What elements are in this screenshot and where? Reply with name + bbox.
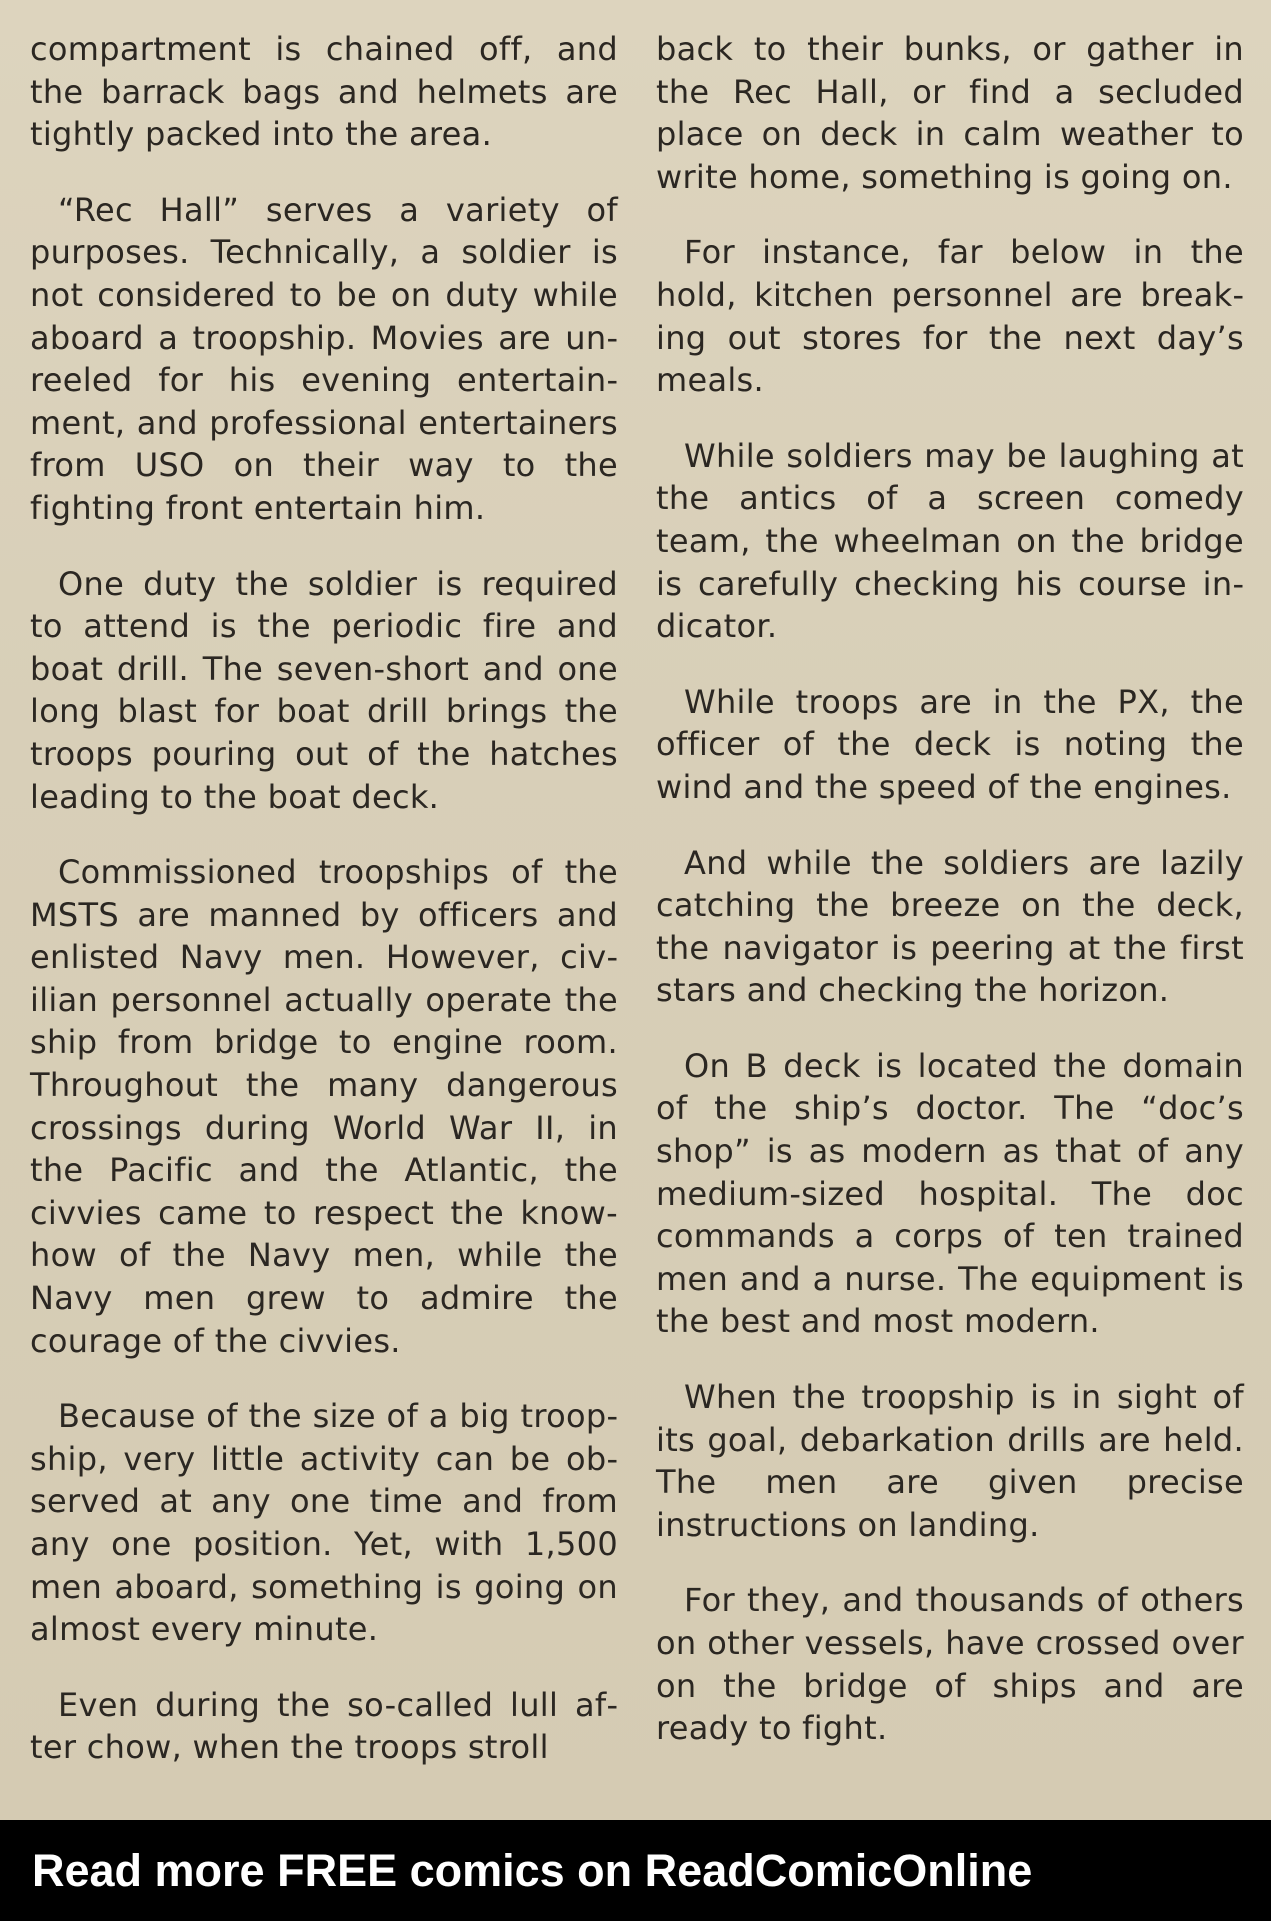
paragraph: Because of the size of a big troopship, very little activity can be observed at any one time and from any one position. Yet, with 1,500 men aboard, something is going on almost every minute. <box>30 1397 618 1649</box>
right-text-column <box>656 28 1244 1783</box>
left-text-column <box>30 28 618 1802</box>
promo-banner-text: Read more FREE comics on ReadComicOnline <box>32 1845 1033 1896</box>
paragraph: While troops are in the PX, the officer of the deck is noting the wind and the speed of the engines. <box>656 682 1244 806</box>
paragraph: And while the soldiers are lazily catching the breeze on the deck, the navigator is peering at the first stars and checking the horizon. <box>656 843 1244 1010</box>
paragraph: While soldiers may be laughing at the antics of a screen comedy team, the wheelman on the bridge is carefully checking his course indicator. <box>656 436 1244 646</box>
paragraph: Commissioned troopships of the MSTS are manned by officers and enlisted Navy men. However, civilian personnel actually operate the ship from bridge to engine room. Throughout the many dangerous crossings during World War II, in the Pacific and the Atlantic, the civvies came to respect the know-how of the Navy men, while the Navy men grew to admire the courage of the civvies. <box>30 853 618 1360</box>
paragraph: One duty the soldier is required to attend is the periodic fire and boat drill. The seven-short and one long blast for boat drill brings the troops pouring out of the hatches leading to the boat deck. <box>30 564 618 816</box>
paragraph: compartment is chained off, and the barrack bags and helmets are tightly packed into the area. <box>30 30 618 154</box>
paragraph: back to their bunks, or gather in the Rec Hall, or find a secluded place on deck in calm weather to write home, something is going on. <box>656 30 1244 196</box>
paragraph: “Rec Hall” serves a variety of purposes. Technically, a soldier is not considered to be on duty while aboard a troopship. Movies are unreeled for his evening entertainment, and professional entertainers from USO on their way to the fighting front entertain him. <box>30 190 618 527</box>
paragraph: For they, and thousands of others on other vessels, have crossed over on the bridge of ships and are ready to fight. <box>656 1581 1244 1748</box>
paragraph: Even during the so-called lull after chow, when the troops stroll <box>30 1685 618 1767</box>
promo-banner <box>0 1820 1271 1921</box>
paragraph: On B deck is located the domain of the ship’s doctor. The “doc’s shop” is as modern as that of any medium-sized hospital. The doc commands a corps of ten trained men and a nurse. The equipment is the best and most modern. <box>656 1046 1244 1341</box>
paragraph: When the troopship is in sight of its goal, debarkation drills are held. The men are given precise instructions on landing. <box>656 1378 1244 1544</box>
paragraph: For instance, far below in the hold, kitchen personnel are breaking out stores for the next day’s meals. <box>656 233 1244 400</box>
